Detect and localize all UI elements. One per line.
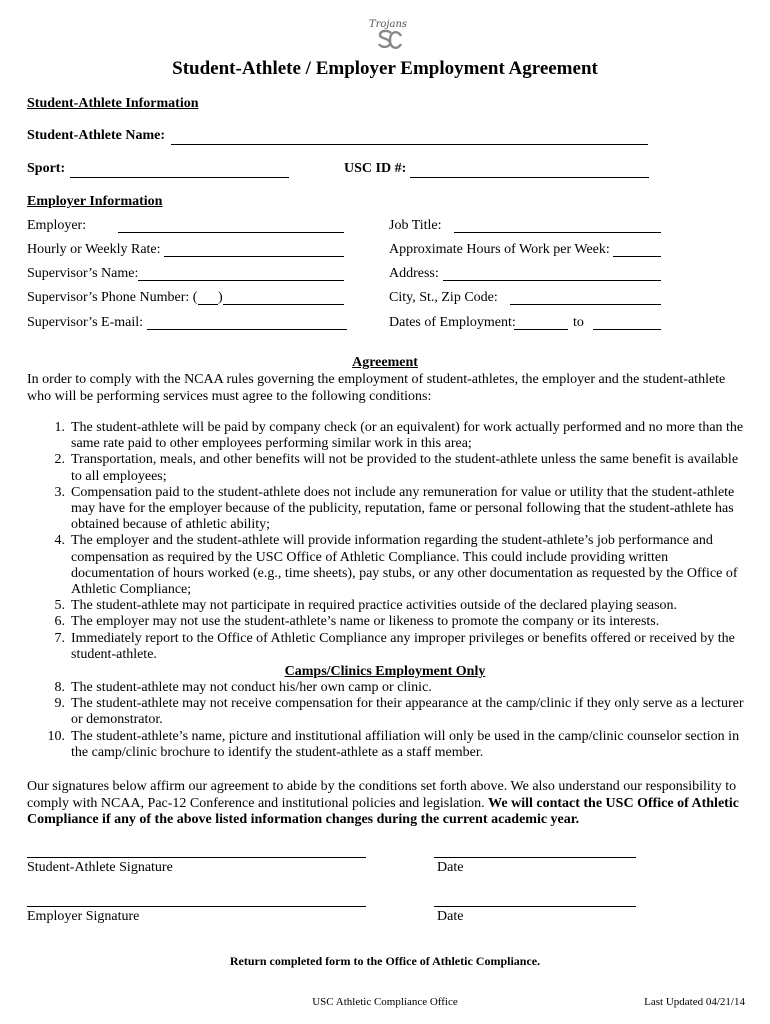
employer-signature-label: Employer Signature [27,909,140,924]
footer-updated: Last Updated 04/21/14 [644,996,745,1008]
rate-label: Hourly or Weekly Rate: [27,242,161,257]
page-title: Student-Athlete / Employer Employment Agreement [172,58,598,79]
employer-date-line[interactable] [434,906,636,907]
list-item: 8. The student-athlete may not conduct his/her own camp or clinic. [54,680,432,695]
student-date-line[interactable] [434,857,636,858]
sport-field[interactable] [70,177,289,178]
supervisor-phone-field[interactable] [223,304,344,305]
sport-label: Sport: [27,161,66,176]
supervisor-name-label: Supervisor’s Name: [27,266,139,281]
list-item: 6. The employer may not use the student-athlete’s name or likeness to promote the company or its interests. [54,614,660,630]
employer-label: Employer: [27,218,87,233]
city-field[interactable] [510,304,661,305]
student-signature-label: Student-Athlete Signature [27,860,173,875]
employer-date-label: Date [437,909,464,924]
camps-heading: Camps/Clinics Employment Only [284,664,486,679]
city-label: City, St., Zip Code: [389,290,498,305]
job-title-field[interactable] [454,232,661,233]
list-item: 10. The student-athlete’s name, picture and institutional affiliation will only be used in the camp/clinic counselor section in the camp/clinic brochure to identify the student-athlete as a staff member. [47,728,740,760]
list-item: 7. Immediately report to the Office of Athletic Compliance any improper privileges or benefits offered or received by the student-athlete. [54,630,735,662]
address-label: Address: [389,266,439,281]
dates-start-field[interactable] [514,329,568,330]
list-item: 9. The student-athlete may not receive compensation for their appearance at the camp/clinic if they only serve as a lecturer or demonstrator. [54,696,744,728]
student-name-field[interactable] [171,144,648,145]
uscid-field[interactable] [410,177,649,178]
supervisor-email-field[interactable] [147,329,347,330]
supervisor-phone-paren: ) [218,290,223,305]
employer-section-heading: Employer Information [27,194,163,209]
list-item: 3. Compensation paid to the student-athlete does not include any remuneration for value or utility that the student-athlete may have for the employer because of the publicity, reputation, fame or personal following that the student-athlete has obtained because of athletic ability; [54,484,735,533]
dates-end-field[interactable] [593,329,661,330]
supervisor-phone-area-field[interactable] [198,304,218,305]
supervisor-phone-label: Supervisor’s Phone Number: ( [27,290,198,305]
sc-monogram-icon [379,31,401,48]
student-section-heading: Student-Athlete Information [27,96,199,111]
address-field[interactable] [443,280,661,281]
list-item: 2. Transportation, meals, and other benefits will not be provided to the student-athlete unless the same benefit is available to all employees; [54,452,739,484]
conditions-list [27,420,747,663]
camps-list [27,680,747,761]
student-name-label: Student-Athlete Name: [27,128,166,143]
agreement-intro: In order to comply with the NCAA rules governing the employment of student-athletes, the employer and the student-athlete who will be performing services must agree to the following conditions: [27,372,726,404]
hours-field[interactable] [613,256,661,257]
uscid-label: USC ID #: [344,161,407,176]
usc-trojans-logo [360,16,416,64]
list-item: 5. The student-athlete may not participate in required practice activities outside of the declared playing season. [54,598,678,614]
hours-label: Approximate Hours of Work per Week: [389,242,610,257]
employer-field[interactable] [118,232,344,233]
footer-office: USC Athletic Compliance Office [312,996,458,1008]
student-signature-line[interactable] [27,857,366,858]
employer-signature-line[interactable] [27,906,366,907]
dates-label: Dates of Employment: [389,315,516,330]
logo-script-text: Trojans [368,19,408,30]
closing-paragraph: Our signatures below affirm our agreement to abide by the conditions set forth above. We also understand our responsibility to comply with NCAA, Pac-12 Conference and institutional policies and legislation. We will contact the USC Office of Athletic Compliance if any of the above listed information changes during the current academic year. [27,779,739,827]
job-title-label: Job Title: [389,218,442,233]
return-note: Return completed form to the Office of Athletic Compliance. [229,954,541,968]
rate-field[interactable] [164,256,344,257]
list-item: 1. The student-athlete will be paid by company check (or an equivalent) for work actually performed and no more than the same rate paid to other employees performing similar work in this area; [54,420,744,452]
dates-to-label: to [573,315,584,330]
student-date-label: Date [437,860,464,875]
supervisor-email-label: Supervisor’s E-mail: [27,315,144,330]
agreement-heading: Agreement [352,355,418,370]
supervisor-name-field[interactable] [138,280,344,281]
list-item: 4. The employer and the student-athlete will provide information regarding the student-athlete’s job performance and compensation as required by the USC Office of Athletic Compliance. This could include providing written documentation of hours worked (e.g., time sheets), pay stubs, or any other documentation as requested by the Office of Athletic Compliance; [54,533,738,598]
